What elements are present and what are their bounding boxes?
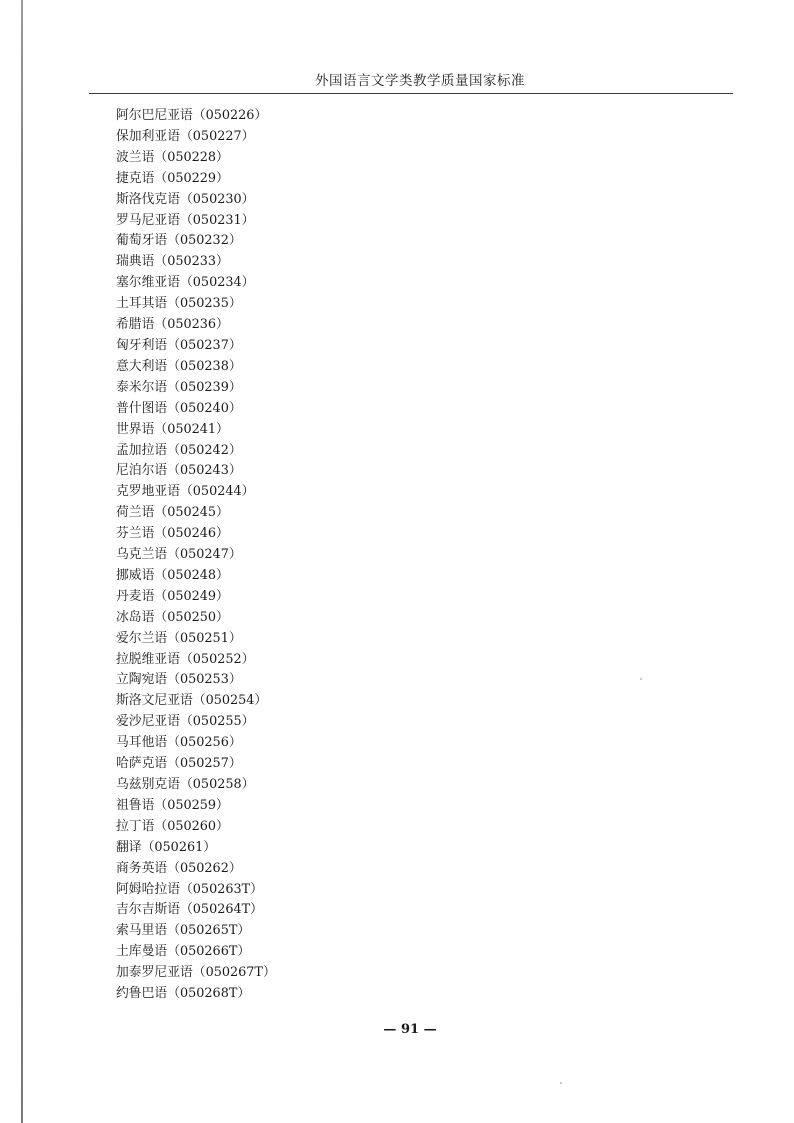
major-list-item: 意大利语（050238） xyxy=(116,358,242,374)
major-list-item: 丹麦语（050249） xyxy=(116,588,229,604)
major-list-item: 冰岛语（050250） xyxy=(116,609,229,625)
major-list-item: 商务英语（050262） xyxy=(116,860,242,876)
major-list-item: 泰米尔语（050239） xyxy=(116,379,242,395)
major-list-item: 希腊语（050236） xyxy=(116,317,229,333)
major-list-item: 荷兰语（050245） xyxy=(116,505,229,521)
major-list-item: 土库曼语（050266T） xyxy=(116,944,251,960)
major-list-item: 波兰语（050228） xyxy=(116,149,229,165)
page-number: — 91 — xyxy=(383,1022,437,1037)
scan-binding-edge xyxy=(21,0,23,1123)
major-list-item: 爱尔兰语（050251） xyxy=(116,630,242,646)
major-list-item: 匈牙利语（050237） xyxy=(116,337,242,353)
major-list-item: 阿姆哈拉语（050263T） xyxy=(116,881,263,897)
major-list-item: 土耳其语（050235） xyxy=(116,296,242,312)
scan-speck xyxy=(640,678,642,680)
major-list-item: 约鲁巴语（050268T） xyxy=(116,986,251,1002)
major-list-item: 捷克语（050229） xyxy=(116,170,229,186)
major-list-item: 加泰罗尼亚语（050267T） xyxy=(116,965,276,981)
major-list-item: 普什图语（050240） xyxy=(116,400,242,416)
major-list-item: 瑞典语（050233） xyxy=(116,254,229,270)
major-list-item: 斯洛文尼亚语（050254） xyxy=(116,693,268,709)
major-list-item: 拉丁语（050260） xyxy=(116,818,229,834)
running-header-title: 外国语言文学类教学质量国家标准 xyxy=(315,73,525,89)
major-list-item: 塞尔维亚语（050234） xyxy=(116,275,255,291)
major-list-item: 吉尔吉斯语（050264T） xyxy=(116,902,263,918)
major-list-item: 芬兰语（050246） xyxy=(116,526,229,542)
major-list-item: 罗马尼亚语（050231） xyxy=(116,212,255,228)
major-list xyxy=(116,106,276,1005)
major-list-item: 尼泊尔语（050243） xyxy=(116,463,242,479)
major-list-item: 保加利亚语（050227） xyxy=(116,128,255,144)
major-list-item: 马耳他语（050256） xyxy=(116,735,242,751)
major-list-item: 乌克兰语（050247） xyxy=(116,547,242,563)
major-list-item: 乌兹别克语（050258） xyxy=(116,777,255,792)
major-list-item: 祖鲁语（050259） xyxy=(116,797,229,813)
major-list-item: 挪威语（050248） xyxy=(116,567,229,583)
major-list-item: 克罗地亚语（050244） xyxy=(116,484,255,500)
major-list-item: 爱沙尼亚语（050255） xyxy=(116,714,255,730)
major-list-item: 翻译（050261） xyxy=(116,839,217,855)
major-list-item: 哈萨克语（050257） xyxy=(116,756,242,772)
major-list-item: 阿尔巴尼亚语（050226） xyxy=(116,108,268,123)
major-list-item: 立陶宛语（050253） xyxy=(116,672,242,688)
header-rule xyxy=(89,93,733,94)
major-list-item: 拉脱维亚语（050252） xyxy=(116,651,255,667)
scan-speck xyxy=(560,1082,562,1084)
major-list-item: 世界语（050241） xyxy=(116,421,229,437)
major-list-item: 孟加拉语（050242） xyxy=(116,442,242,458)
major-list-item: 斯洛伐克语（050230） xyxy=(116,191,255,207)
major-list-item: 葡萄牙语（050232） xyxy=(116,233,242,249)
major-list-item: 索马里语（050265T） xyxy=(116,923,251,939)
